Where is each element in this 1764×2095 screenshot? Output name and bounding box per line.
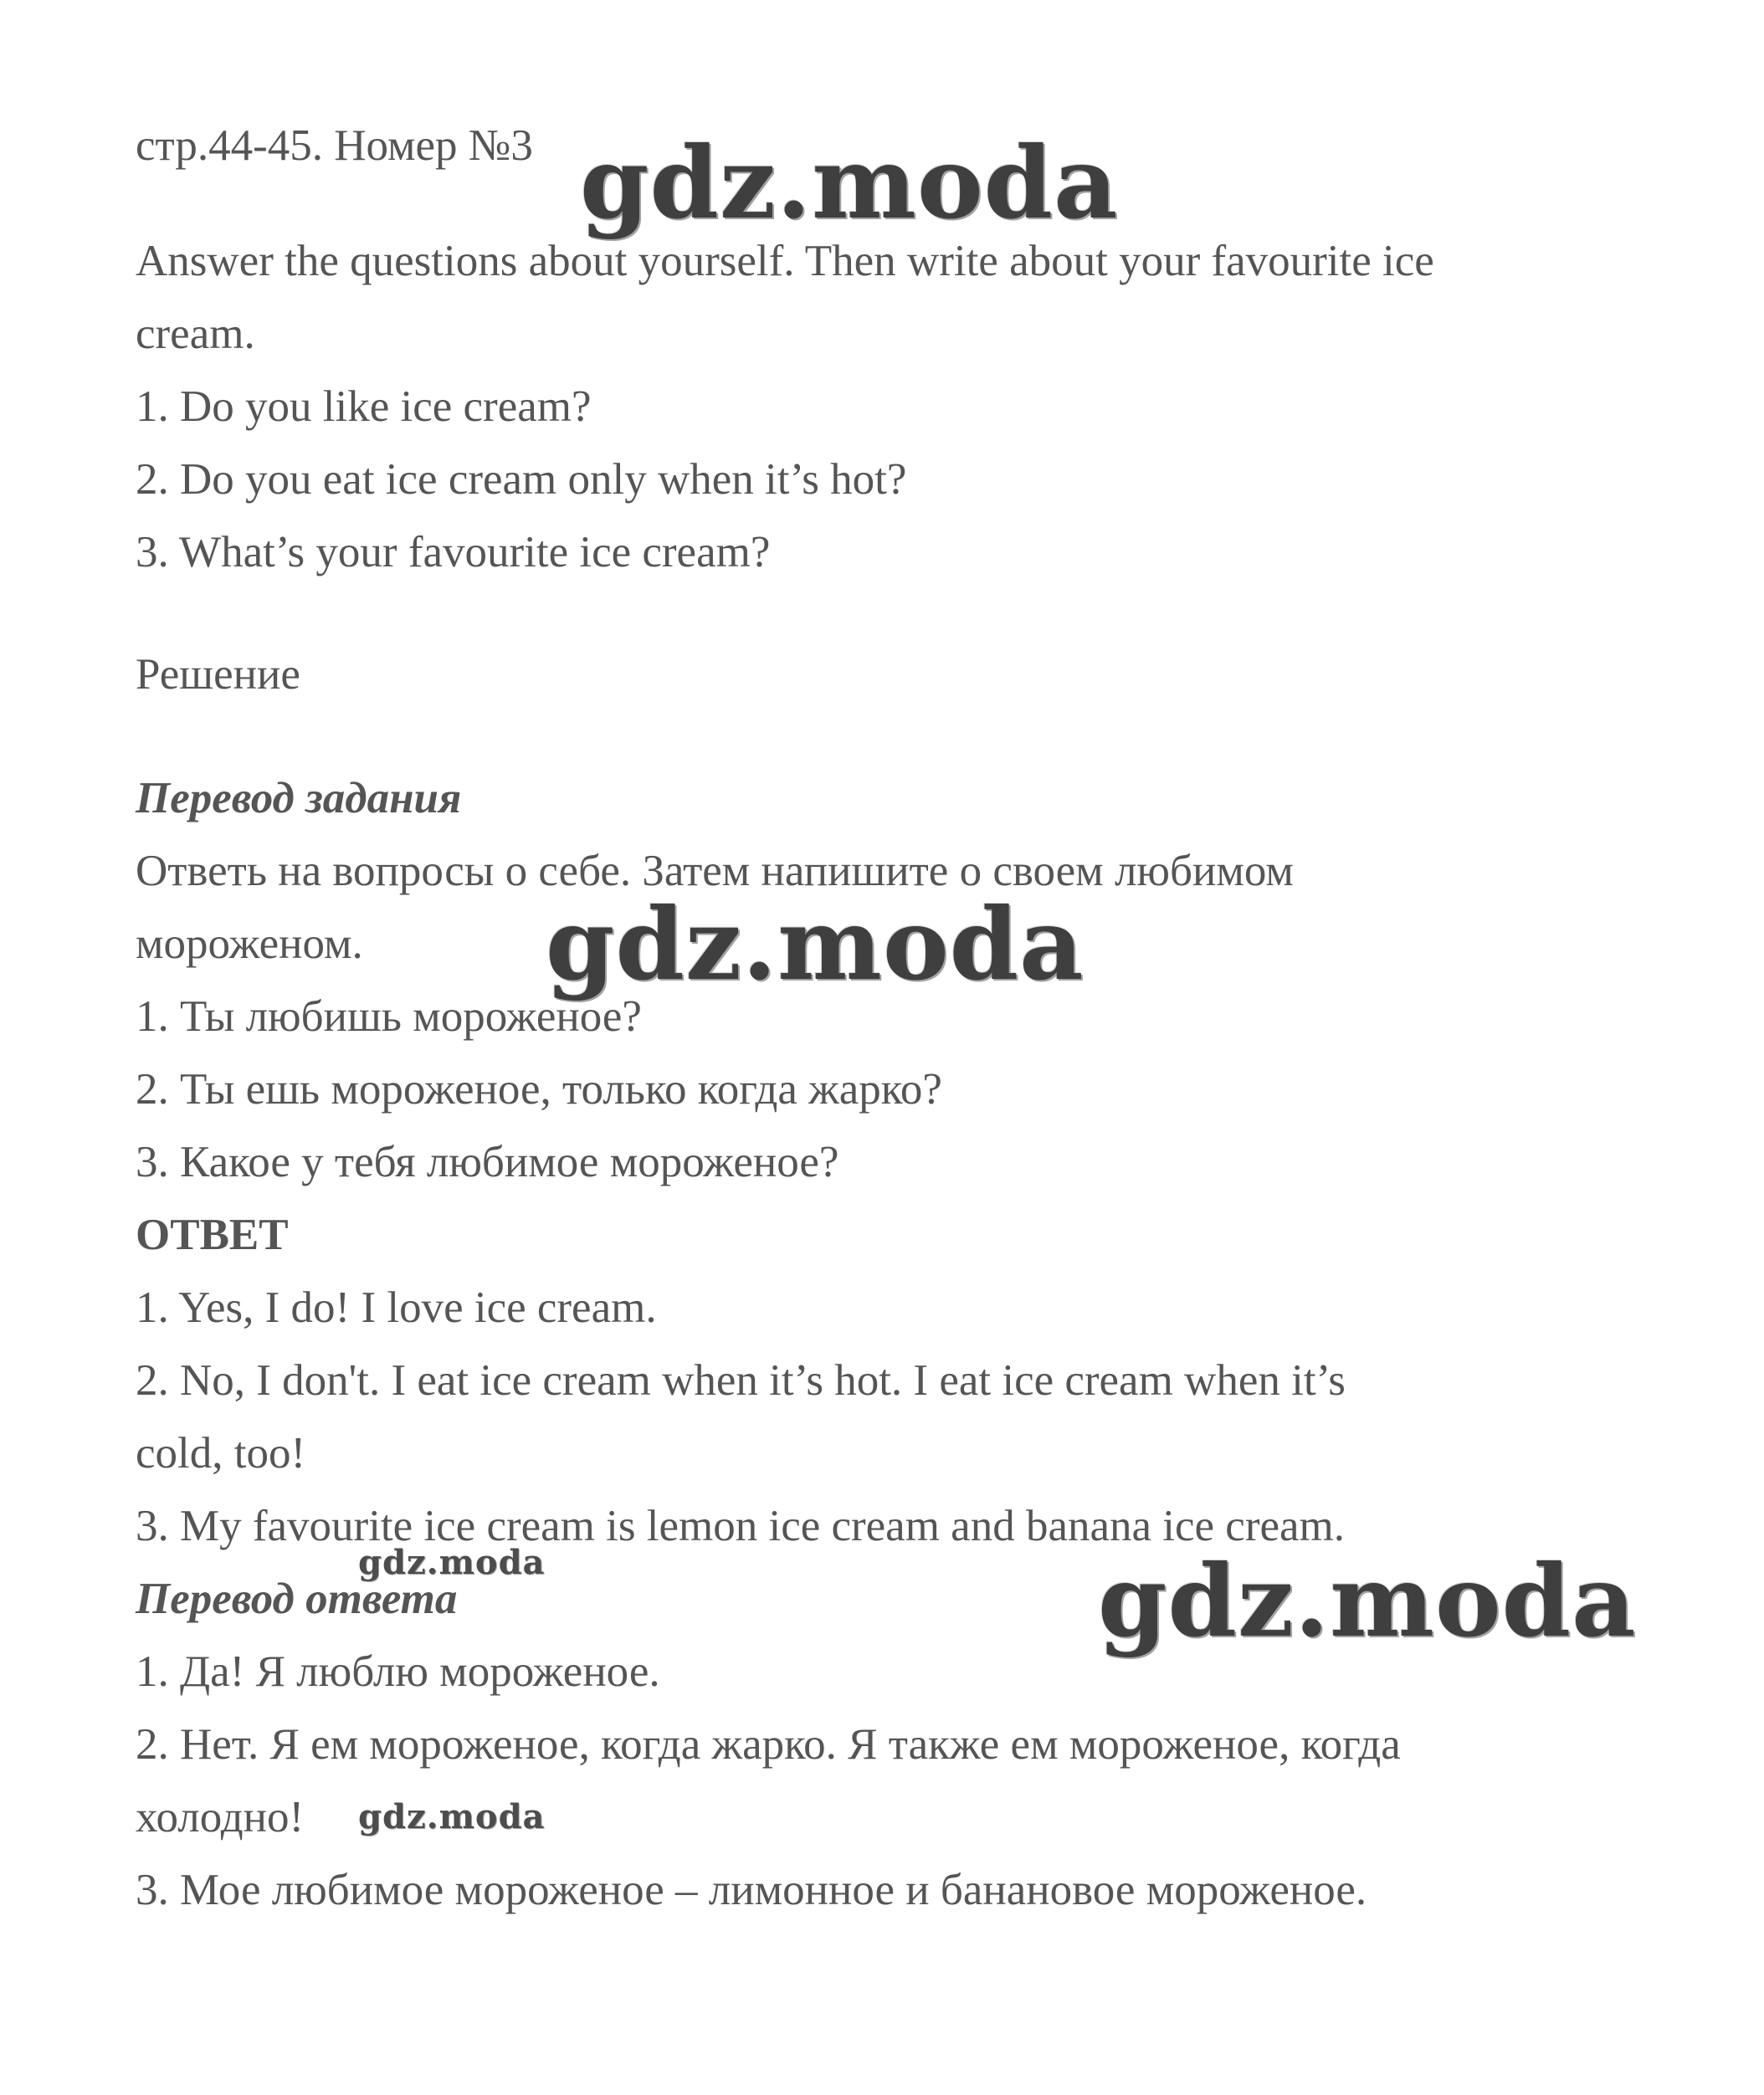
watermark-logo: gdz.moda <box>546 886 1085 1002</box>
task-translation-instruction-line-2: мороженом. <box>136 919 363 968</box>
task-question-2: 2. Do you eat ice cream only when it’s hot? <box>136 455 907 504</box>
solution-heading: Решение <box>136 650 300 699</box>
answer-translation-line-2b: холодно! <box>136 1793 305 1841</box>
task-instruction-line-1: Answer the questions about yourself. Then write about your favourite ice <box>136 237 1434 285</box>
task-translation-instruction-line-1: Ответь на вопросы о себе. Затем напишите о своем любимом <box>136 847 1294 895</box>
answer-line-2a: 2. No, I don't. I eat ice cream when it’s hot. I eat ice cream when it’s <box>136 1356 1346 1405</box>
answer-line-2b: cold, too! <box>136 1429 306 1478</box>
task-translation-question-3: 3. Какое у тебя любимое мороженое? <box>136 1138 839 1186</box>
task-translation-question-2: 2. Ты ешь мороженое, только когда жарко? <box>136 1065 942 1114</box>
answer-line-3: 3. My favourite ice cream is lemon ice cream and banana ice cream. <box>136 1502 1346 1550</box>
task-translation-heading: Перевод задания <box>136 774 462 822</box>
watermark-logo: gdz.moda <box>1098 1543 1637 1659</box>
answer-translation-line-1: 1. Да! Я люблю мороженое. <box>136 1647 660 1696</box>
answer-translation-line-3: 3. Мое любимое мороженое – лимонное и банановое мороженое. <box>136 1866 1367 1914</box>
task-translation-question-1: 1. Ты любишь мороженое? <box>136 992 642 1041</box>
answer-heading: ОТВЕТ <box>136 1211 289 1259</box>
task-instruction-line-2: cream. <box>136 310 255 358</box>
page-reference: стр.44-45. Номер №3 <box>136 121 533 170</box>
task-question-3: 3. What’s your favourite ice cream? <box>136 528 771 576</box>
task-question-1: 1. Do you like ice cream? <box>136 382 592 431</box>
watermark-logo: gdz.moda <box>358 1543 546 1582</box>
watermark-logo: gdz.moda <box>358 1797 546 1836</box>
answer-translation-heading: Перевод ответа <box>136 1575 458 1623</box>
answer-line-1: 1. Yes, I do! I love ice cream. <box>136 1283 657 1332</box>
answer-translation-line-2a: 2. Нет. Я ем мороженое, когда жарко. Я также ем мороженое, когда <box>136 1720 1401 1769</box>
watermark-logo: gdz.moda <box>580 125 1119 241</box>
